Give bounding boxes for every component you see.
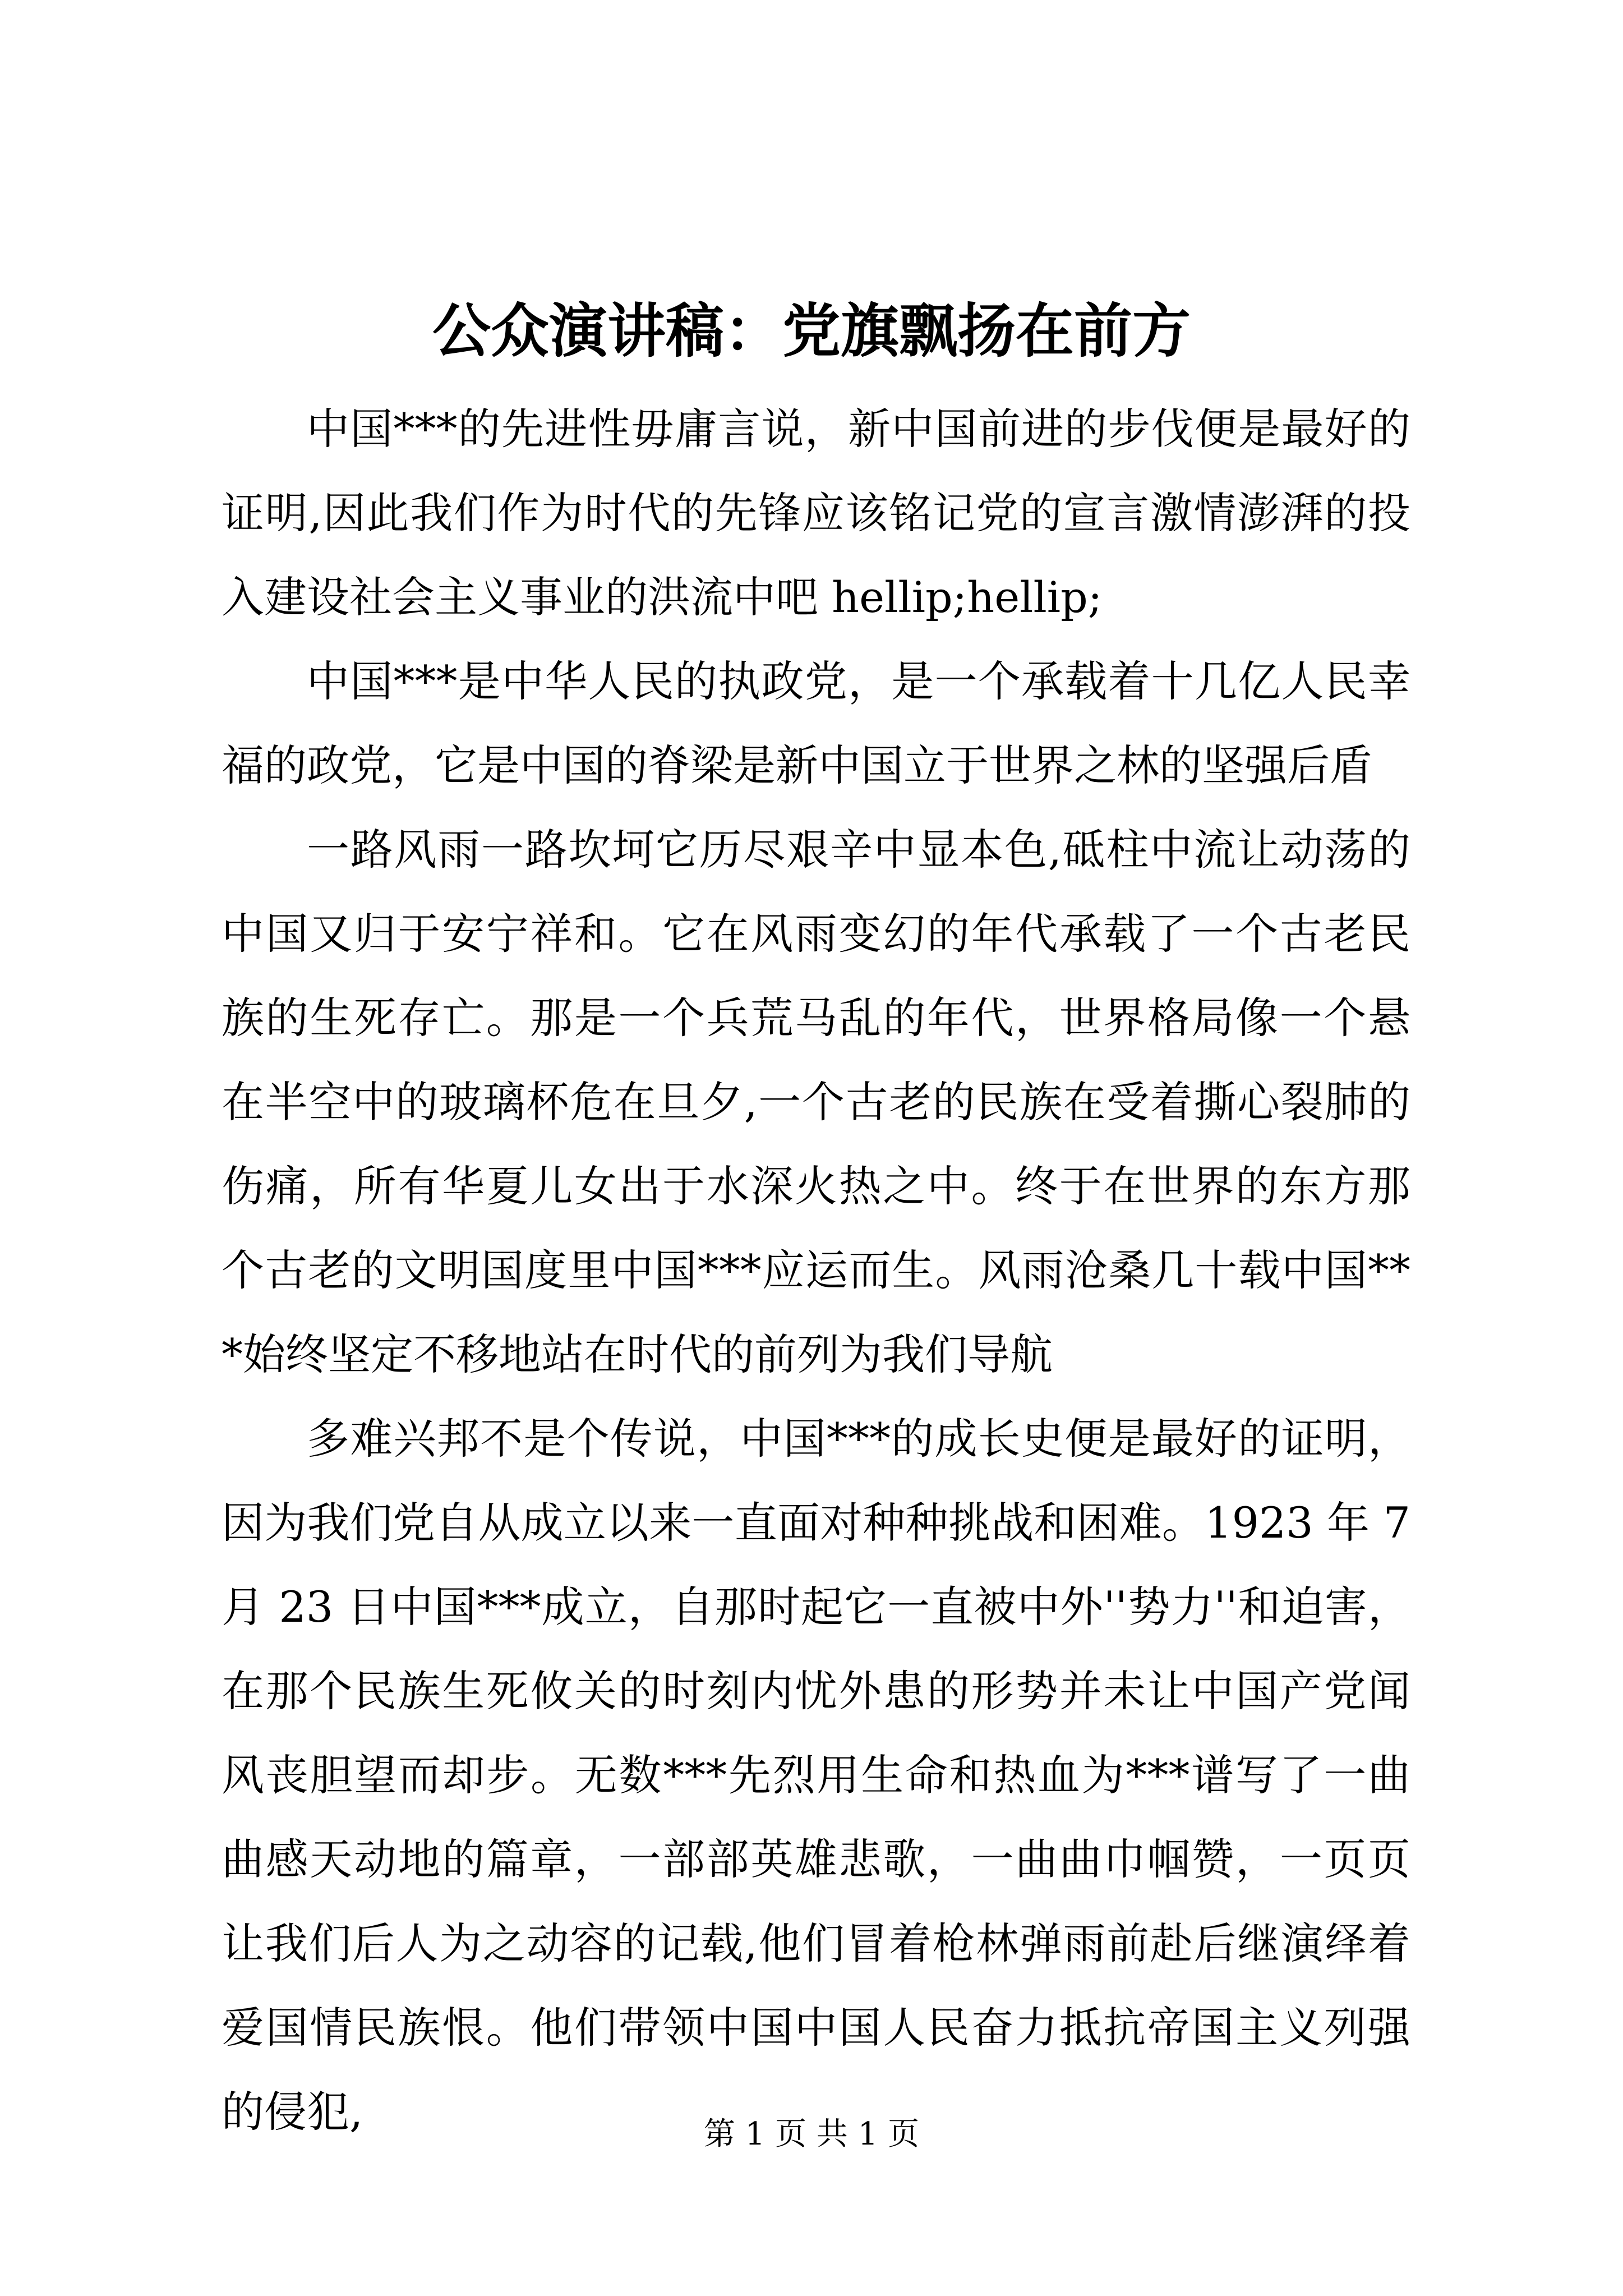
document-body [222, 387, 1410, 2154]
page-footer: 第 1 页 共 1 页 [703, 2116, 920, 2152]
paragraph: 一路风雨一路坎坷它历尽艰辛中显本色,砥柱中流让动荡的中国又归于安宁祥和。它在风雨变幻的年代承载了一个古老民族的生死存亡。那是一个兵荒马乱的年代，世界格局像一个悬在半空中的玻璃杯危在旦夕,一个古老的民族在受着撕心裂肺的伤痛，所有华夏儿女出于水深火热之中。终于在世界的东方那个古老的文明国度里中国***应运而生。风雨沧桑几十载中国***始终坚定不移地站在时代的前列为我们导航 [222, 825, 1410, 1379]
document-title: 公众演讲稿：党旗飘扬在前方 [432, 296, 1191, 365]
paragraph: 中国***是中华人民的执政党，是一个承载着十几亿人民幸福的政党，它是中国的脊梁是新中国立于世界之林的坚强后盾 [222, 656, 1410, 790]
paragraph: 多难兴邦不是个传说，中国***的成长史便是最好的证明，因为我们党自从成立以来一直面对种种挑战和困难。1923 年 7 月 23 日中国***成立，自那时起它一直被中外''势力''和迫害，在那个民族生死攸关的时刻内忧外患的形势并未让中国产党闻风丧胆望而却步。无数***先烈用生命和热血为***谱写了一曲曲感天动地的篇章，一部部英雄悲歌，一曲曲巾帼赞，一页页让我们后人为之动容的记载,他们冒着枪林弹雨前赴后继演绎着爱国情民族恨。他们带领中国中国人民奋力抵抗帝国主义列强的侵犯, [222, 1414, 1410, 2137]
paragraph: 中国***的先进性毋庸言说，新中国前进的步伐便是最好的证明,因此我们作为时代的先锋应该铭记党的宣言激情澎湃的投入建设社会主义事业的洪流中吧 hellip;hellip; [222, 404, 1410, 622]
